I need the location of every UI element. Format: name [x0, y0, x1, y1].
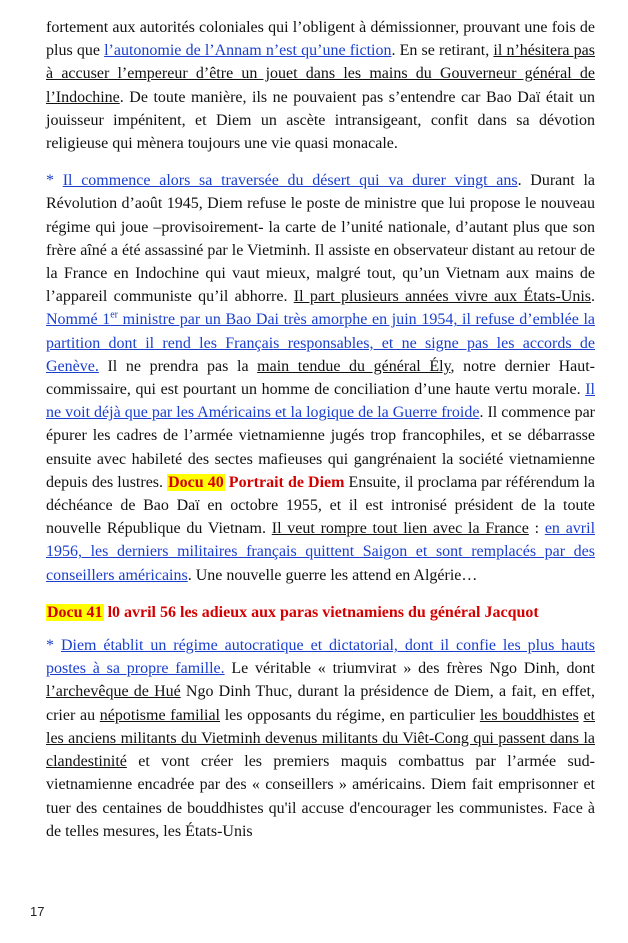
underlined-archbishop: l’archevêque de Hué [46, 683, 181, 701]
link-autocratic-regime[interactable]: Diem établit un régime autocratique et dictatorial, dont il confie les plus hauts postes à sa propre famille. [46, 637, 596, 678]
body-text: . Une nouvelle guerre les attend en Algérie… [187, 566, 478, 584]
portrait-diem-label: Portrait de Diem [224, 473, 345, 491]
bullet-asterisk: * [46, 637, 61, 655]
bullet-asterisk: * [46, 172, 63, 190]
docu-41-tag: Docu 41 [47, 603, 103, 621]
link-cold-war[interactable]: Il ne voit déjà que par les Américains et la logique de la Guerre froide [46, 381, 595, 422]
underlined-break-france: Il veut rompre tout lien avec la France [271, 520, 529, 538]
paragraph-bao-dai-rift [46, 16, 595, 155]
body-text: Ngo Dinh Thuc, durant la présidence de Diem, a fait, en effet, crier au [46, 683, 596, 724]
body-text: . De toute manière, ils ne pouvaient pas s’entendre car Bao Daï était un jouisseur impénitent, et Diem un ascète intransigeant, confit dans sa dévotion religieuse qui mènera toujours une vie quasi monacale. [46, 88, 595, 153]
docu-41-title: l0 avril 56 les adieux aux paras vietnamiens du général Jacquot [103, 603, 539, 621]
underlined-usa-years: Il part plusieurs années vivre aux États-Unis [293, 288, 591, 306]
body-text: , notre dernier Haut-commissaire, qui est pourtant un homme de conciliation d’une haute vertu morale. [46, 357, 596, 399]
docu-41-heading [46, 601, 595, 624]
body-text: . Durant la Révolution d’août 1945, Diem refuse le poste de ministre que lui propose le nouveau régime qui joue –provisoirement- la carte de l’unité nationale, d’autant plus que son frère aîné a été assassiné par le Vietminh. Il assiste en observateur distant au retour de la France en Indochine qui vaut mieux, malgré tout, qu’un Vietnam aux mains de l’appareil communiste qu’il abhorre. [46, 172, 595, 306]
body-text: Ensuite, il proclama par référendum la déchéance de Bao Daï en octobre 1955, et il est intronisé président de la toute nouvelle République du Vietnam. [46, 473, 596, 538]
paragraph-autocratic-regime [46, 634, 595, 843]
text-column [46, 16, 595, 843]
link-desert-crossing[interactable]: Il commence alors sa traversée du désert qui va durer vingt ans [62, 172, 518, 190]
paragraph-desert-crossing [46, 169, 595, 587]
superscript-er: er [110, 310, 118, 322]
link-annam-autonomy[interactable]: l’autonomie de l’Annam n’est qu’une fiction [104, 42, 392, 60]
underlined-nepotism: népotisme familial [99, 706, 220, 724]
body-text: . Il commence par épurer les cadres de l’armée vietnamienne jugés trop francophiles, et se débarrasse ensuite avec habileté des sectes mafieuses qui gangrénaient la société vietnamienne depuis des lustres. [46, 404, 595, 491]
link-text: Nommé 1 [46, 311, 111, 329]
body-text: fortement aux autorités coloniales qui l’obligent à démissionner, prouvant une fois de plus que [46, 19, 595, 60]
docu-40-tag: Docu 40 [168, 473, 224, 491]
body-text: Le véritable « triumvirat » des frères Ngo Dinh, dont [224, 660, 595, 678]
underlined-ely: main tendue du général Ély [257, 357, 451, 375]
link-text: ministre par un Bao Dai très amorphe en juin 1954, il refuse d’emblée la partition dont il rend les Français responsables, et ne signe pas les accords de Genève. [46, 311, 596, 375]
body-text: . [591, 288, 595, 306]
underlined-accusation: il n’hésitera pas à accuser l’empereur d’être un jouet dans les mains du Gouverneur général de l’Indochine [46, 42, 595, 106]
link-april-1956[interactable]: en avril 1956, les derniers militaires français quittent Saigon et sont remplacés par des conseillers américains [46, 520, 596, 584]
body-text: les opposants du régime, en particulier [220, 706, 480, 724]
underlined-buddhists: les bouddhistes [479, 706, 579, 724]
underlined-vietcong: et les anciens militants du Vietminh devenus militants du Viêt-Cong qui passent dans la clandestinité [46, 706, 595, 771]
body-text: : [528, 520, 545, 538]
page-number: 17 [30, 904, 45, 919]
body-text: . En se retirant, [391, 42, 494, 60]
body-text: et vont créer les premiers maquis combattus par l’armée sud-vietnamienne encadrée par des « conseillers » américains. Diem fait emprisonner et tuer des centaines de bouddhistes qu'il accuse d'encourager les communistes. Face à de telles mesures, les États-Unis [46, 753, 595, 840]
body-text: Il ne prendra pas la [98, 357, 258, 375]
